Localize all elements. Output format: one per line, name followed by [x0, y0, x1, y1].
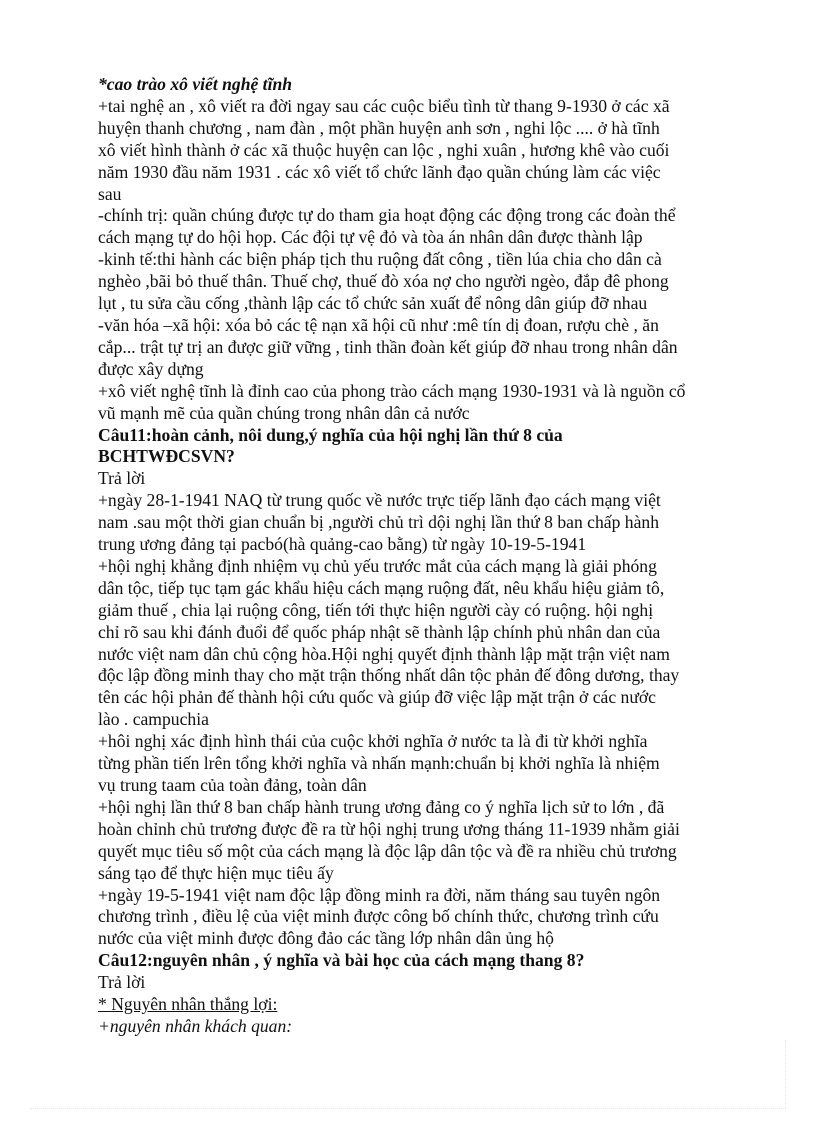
- text-line: +hội nghị khẳng định nhiệm vụ chủ yếu trước mắt của cách mạng là giải phóng: [98, 555, 657, 576]
- text-line: vũ mạnh mẽ của quần chúng trong nhân dân cả nước: [98, 402, 470, 423]
- text-line: năm 1930 đầu năm 1931 . các xô viết tổ chức lãnh đạo quần chúng làm các việc: [98, 161, 661, 182]
- document-page: [98, 74, 748, 1038]
- text-line: nghèo ,bãi bỏ thuế thân. Thuế chợ, thuế đò xóa nợ cho người ngèo, đắp đê phong: [98, 271, 669, 292]
- subheading-objective-causes: +nguyên nhân khách quan:: [98, 1015, 293, 1036]
- text-line: -chính trị: quần chúng được tự do tham gia hoạt động các động trong các đoàn thể: [98, 205, 676, 226]
- page-corner-divider: [785, 1040, 786, 1108]
- text-line: sáng tạo để thực hiện mục tiêu ấy: [98, 862, 334, 883]
- text-line: giảm thuế , chia lại ruộng công, tiến tới thực hiện người cày có ruộng. hội nghị: [98, 599, 654, 620]
- section-heading-xo-viet-nghe-tinh: *cao trào xô viết nghệ tĩnh: [98, 74, 293, 94]
- text-line: nước việt nam dân chủ cộng hòa.Hội nghị quyết định thành lập mặt trận việt nam: [98, 643, 670, 664]
- text-line: +hội nghị lần thứ 8 ban chấp hành trung ương đảng co ý nghĩa lịch sử to lớn , đã: [98, 796, 665, 817]
- text-line: dân tộc, tiếp tục tạm gác khẩu hiệu cách mạng ruộng đất, nêu khẩu hiệu giảm tô,: [98, 577, 665, 598]
- text-line: chỉ rõ sau khi đánh đuổi để quốc pháp nhật sẽ thành lập chính phủ nhân dan của: [98, 621, 661, 642]
- text-line: chương trình , điều lệ của việt minh được công bố chính thức, chương trình cứu: [98, 906, 659, 927]
- text-line: nam .sau một thời gian chuẩn bị ,người chủ trì dội nghị lần thứ 8 ban chấp hành: [98, 512, 659, 533]
- text-line: +ngày 19-5-1941 việt nam độc lập đồng minh ra đời, năm tháng sau tuyên ngôn: [98, 884, 661, 905]
- text-line: tên các hội phản đế thành hội cứu quốc và giúp đỡ việc lập mặt trận ở các nước: [98, 687, 656, 708]
- text-line: sau: [98, 183, 122, 204]
- text-line: từng phần tiến lrên tổng khởi nghĩa và nhấn mạnh:chuẩn bị khởi nghĩa là nhiệm: [98, 753, 660, 774]
- text-line: lụt , tu sửa cầu cống ,thành lập các tổ chức sản xuất để nông dân giúp đỡ nhau: [98, 293, 648, 314]
- page-footer-divider: [30, 1108, 786, 1109]
- text-line: trung ương đảng tại pacbó(hà quảng-cao bằng) từ ngày 10-19-5-1941: [98, 534, 587, 555]
- text-line: vụ trung taam của toàn đảng, toàn dân: [98, 775, 367, 795]
- answer-label: Trả lời: [98, 468, 146, 489]
- text-line: huyện thanh chương , nam đàn , một phần huyện anh sơn , nghi lộc .... ở hà tĩnh: [98, 117, 660, 138]
- text-line: -kinh tế:thi hành các biện pháp tịch thu ruộng đất công , tiền lúa chia cho dân cà: [98, 249, 662, 270]
- question-11-heading: Câu11:hoàn cảnh, nôi dung,ý nghĩa của hội nghị lần thứ 8 của: [98, 424, 563, 445]
- text-line: xô viết hình thành ở các xã thuộc huyện can lộc , nghi xuân , hương khê vào cuối: [98, 139, 670, 160]
- text-line: +ngày 28-1-1941 NAQ từ trung quốc về nước trực tiếp lãnh đạo cách mạng việt: [98, 490, 661, 511]
- text-line: +xô viết nghệ tĩnh là đỉnh cao của phong trào cách mạng 1930-1931 và là nguồn cổ: [98, 380, 686, 401]
- text-line: +tai nghệ an , xô viết ra đời ngay sau các cuộc biểu tình từ thang 9-1930 ở các xã: [98, 95, 670, 116]
- text-line: hoàn chỉnh chủ trương được đề ra từ hội nghị trung ương tháng 11-1939 nhằm giải: [98, 818, 680, 839]
- text-line: cách mạng tự do hội họp. Các đội tự vệ đỏ và tòa án nhân dân được thành lập: [98, 227, 643, 248]
- question-12-heading: Câu12:nguyên nhân , ý nghĩa và bài học của cách mạng thang 8?: [98, 950, 585, 971]
- text-line: +hôi nghị xác định hình thái của cuộc khởi nghĩa ở nước ta là đi từ khởi nghĩa: [98, 731, 648, 752]
- text-line: nước của việt minh được đông đảo các tầng lớp nhân dân ủng hộ: [98, 928, 554, 949]
- question-11-heading-cont: BCHTWĐCSVN?: [98, 446, 235, 467]
- text-line: quyết mục tiêu số một của cách mạng là độc lập dân tộc và đề ra nhiều chủ trương: [98, 840, 677, 861]
- answer-label: Trả lời: [98, 972, 146, 993]
- text-line: -văn hóa –xã hội: xóa bỏ các tệ nạn xã hội cũ như :mê tín dị đoan, rượu chè , ăn: [98, 314, 659, 335]
- text-line: cắp... trật tự trị an được giữ vững , tinh thần đoàn kết giúp đỡ nhau trong nhân dân: [98, 336, 678, 357]
- subheading-victory-causes: * Nguyên nhân thắng lợi:: [98, 994, 278, 1015]
- text-line: lào . campuchia: [98, 709, 209, 730]
- text-line: được xây dựng: [98, 358, 204, 379]
- text-line: độc lập đồng minh thay cho mặt trận thống nhất dân tộc phản đế đông dương, thay: [98, 665, 680, 686]
